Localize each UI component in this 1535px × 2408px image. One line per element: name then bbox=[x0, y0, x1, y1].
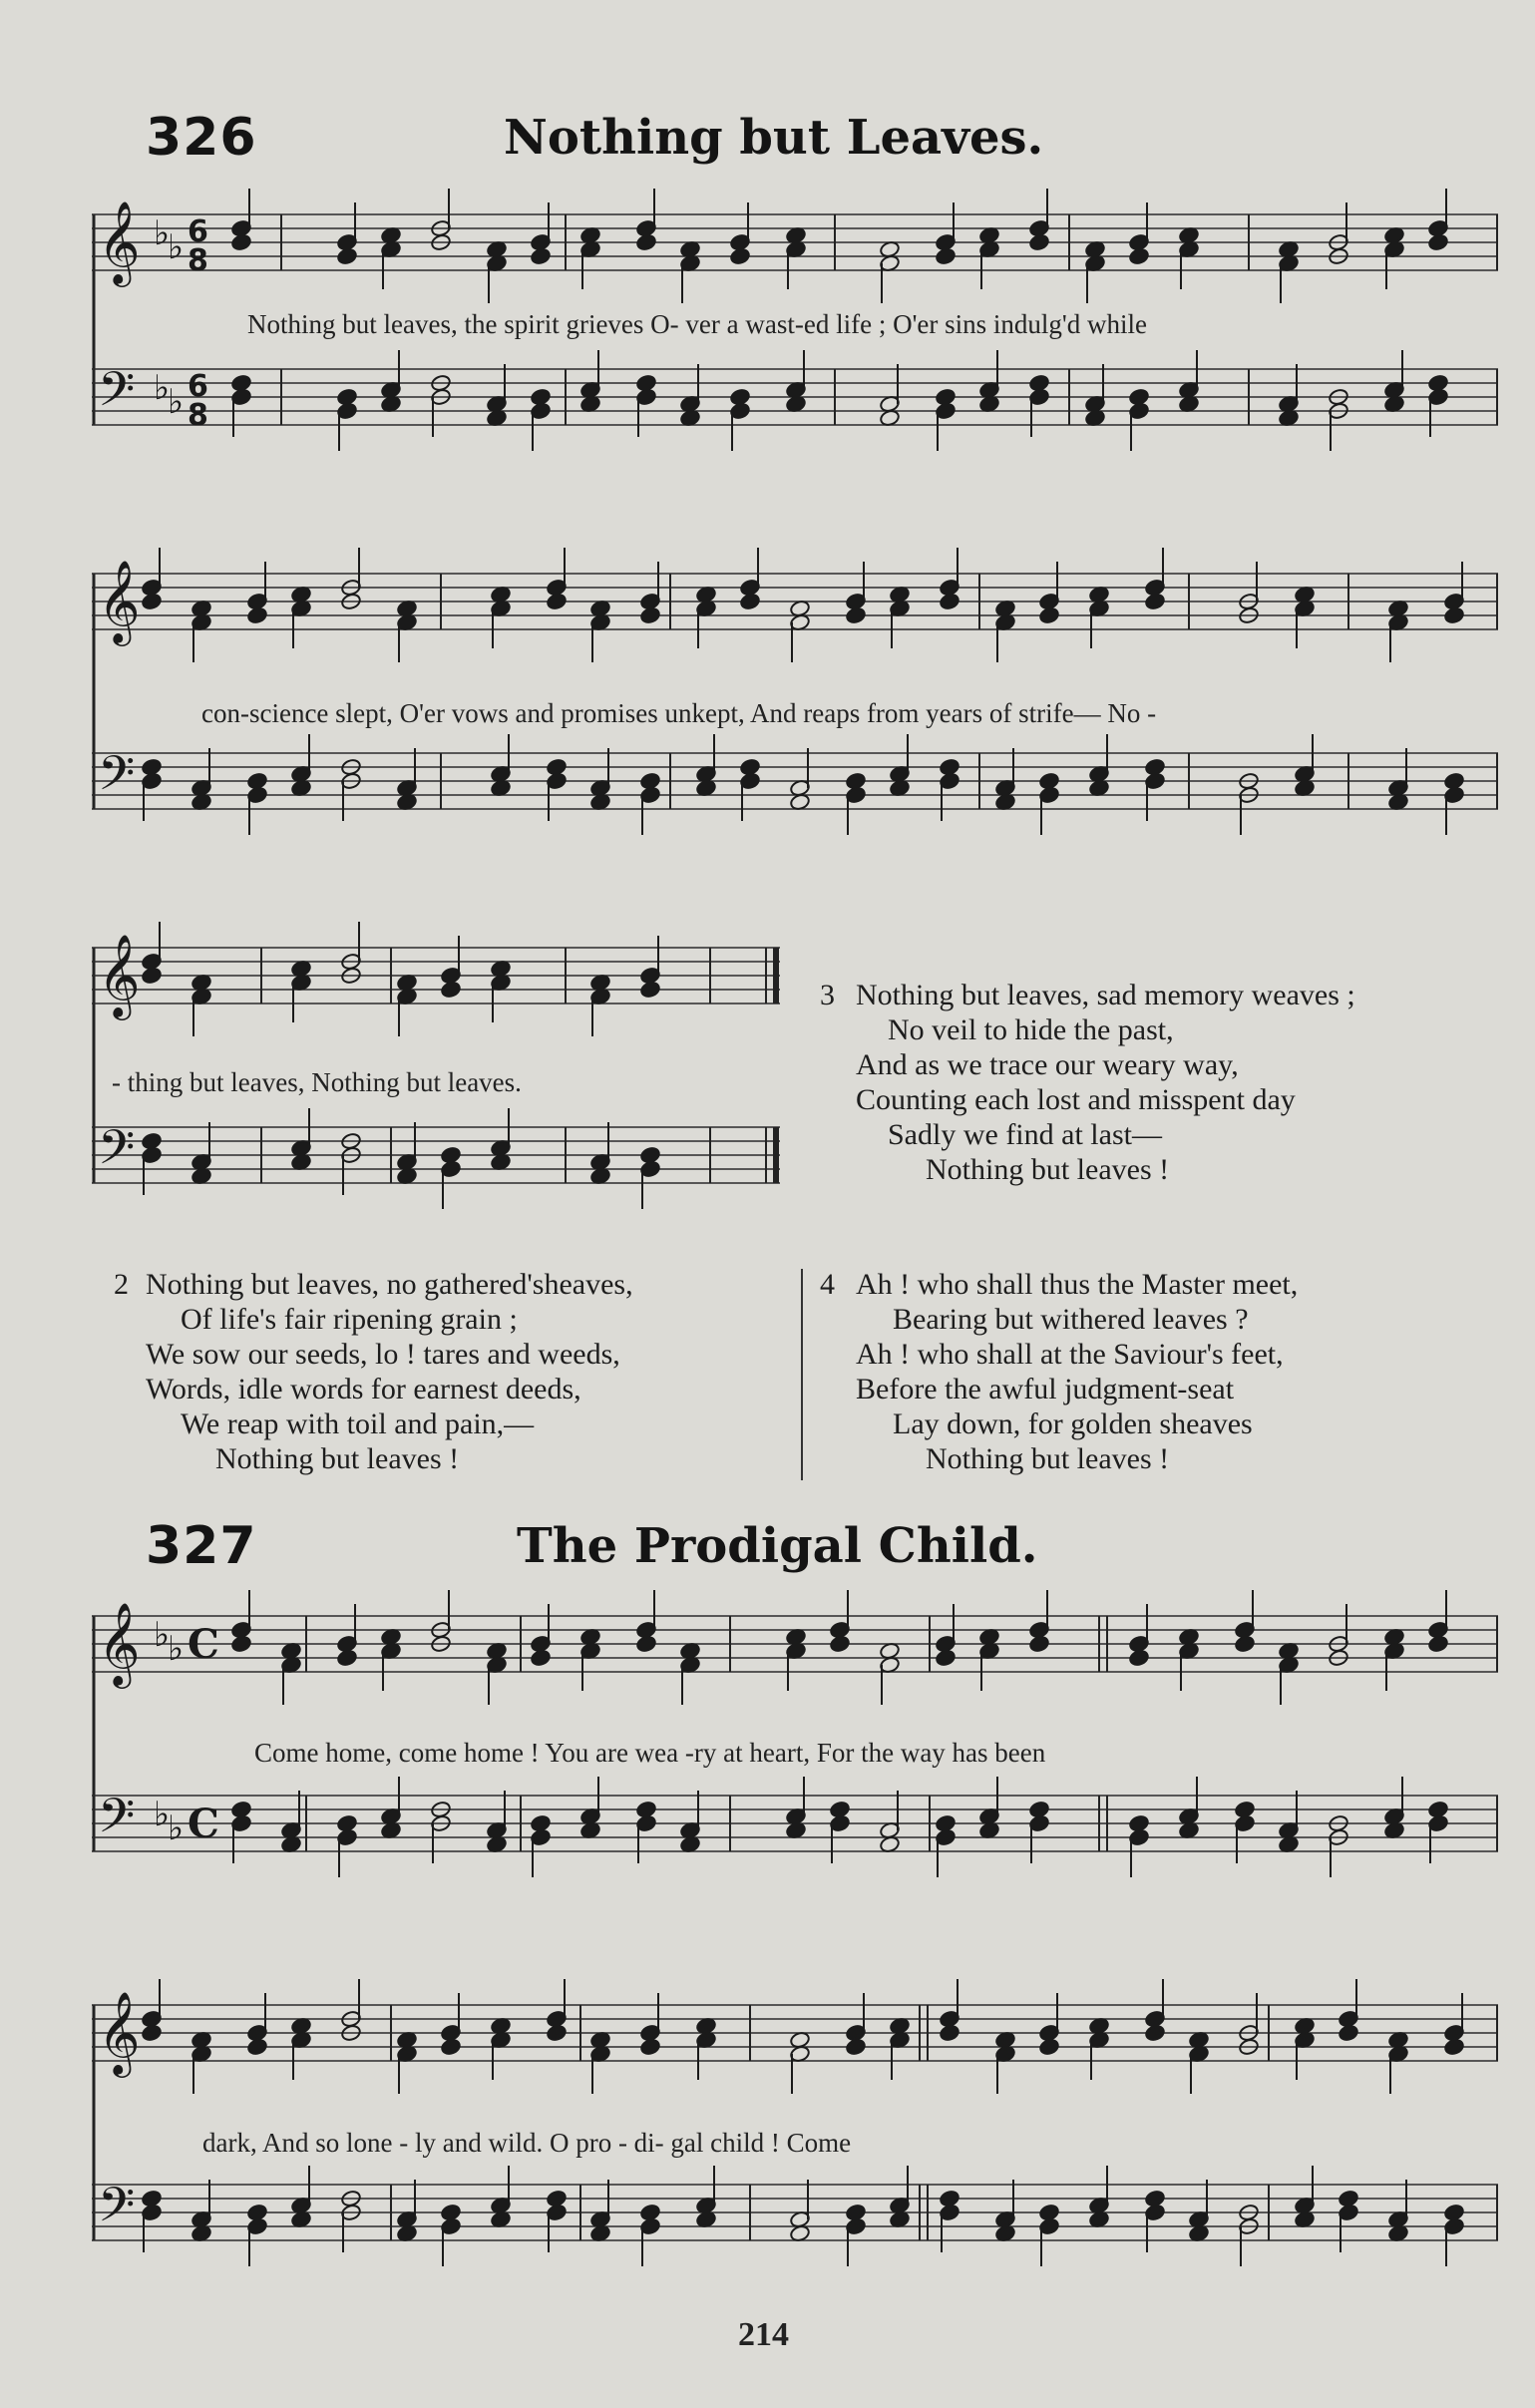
bass-clef-icon: 𝄢 bbox=[98, 745, 136, 813]
notehead bbox=[1234, 1635, 1255, 1653]
hymn-326-system-1 bbox=[92, 195, 1508, 499]
verse-3-line-5: Sadly we find at last— bbox=[888, 1118, 1162, 1151]
common-time-icon: C bbox=[188, 1621, 219, 1668]
notehead bbox=[639, 2038, 660, 2056]
time-signature-numerator: 6 bbox=[188, 214, 208, 249]
hymn-327-number: 327 bbox=[146, 1516, 257, 1576]
notehead bbox=[230, 233, 251, 251]
verse-3-line-2: No veil to hide the past, bbox=[888, 1013, 1174, 1046]
notehead bbox=[1338, 2024, 1358, 2042]
notehead bbox=[939, 2024, 959, 2042]
bass-clef-icon: 𝄢 bbox=[98, 361, 136, 429]
notehead bbox=[1427, 233, 1448, 251]
hymn-327-title: The Prodigal Child. bbox=[517, 1518, 1038, 1574]
verse-2 bbox=[114, 1267, 633, 1476]
flat-sign-icon: ♭ bbox=[154, 1615, 171, 1655]
common-time-icon: C bbox=[188, 1801, 219, 1847]
notehead bbox=[336, 1649, 357, 1667]
notehead bbox=[1038, 606, 1059, 624]
notehead bbox=[845, 2038, 866, 2056]
notehead bbox=[141, 2024, 162, 2042]
verse-4 bbox=[820, 1267, 1299, 1476]
verse-column-divider bbox=[801, 1269, 803, 1480]
hymn-327-lyric-line-1: Come home, come home ! You are wea -ry at heart, For the way has been bbox=[254, 1738, 1046, 1768]
notehead bbox=[1028, 1635, 1049, 1653]
notehead bbox=[1427, 1635, 1448, 1653]
notehead bbox=[1443, 606, 1464, 624]
notehead bbox=[546, 593, 567, 610]
notehead bbox=[530, 1649, 551, 1667]
treble-clef-icon: 𝄞 bbox=[98, 1601, 141, 1685]
notehead bbox=[939, 593, 959, 610]
verse-2-line-1: Nothing but leaves, no gathered'sheaves, bbox=[146, 1268, 633, 1301]
verse-3-number: 3 bbox=[820, 979, 835, 1011]
verse-4-line-4: Before the awful judgment-seat bbox=[856, 1373, 1235, 1405]
notehead bbox=[440, 2038, 461, 2056]
notehead bbox=[1128, 247, 1149, 265]
notehead bbox=[530, 247, 551, 265]
notehead bbox=[1128, 1649, 1149, 1667]
flat-sign-icon: ♭ bbox=[168, 382, 185, 422]
notehead bbox=[729, 247, 750, 265]
verse-4-line-1: Ah ! who shall thus the Master meet, bbox=[856, 1268, 1299, 1301]
flat-sign-icon: ♭ bbox=[168, 1808, 185, 1848]
notehead bbox=[141, 967, 162, 985]
verse-4-line-5: Lay down, for golden sheaves bbox=[893, 1407, 1253, 1440]
notehead bbox=[635, 233, 656, 251]
notehead bbox=[440, 981, 461, 999]
time-signature-numerator: 6 bbox=[188, 369, 208, 404]
time-signature-denominator: 8 bbox=[188, 243, 208, 278]
notehead bbox=[1144, 2024, 1165, 2042]
notehead bbox=[639, 606, 660, 624]
verse-2-line-2: Of life's fair ripening grain ; bbox=[181, 1303, 518, 1336]
notehead bbox=[739, 593, 760, 610]
verse-4-number: 4 bbox=[820, 1268, 835, 1301]
notehead bbox=[246, 2038, 267, 2056]
bass-clef-icon: 𝄢 bbox=[98, 1119, 136, 1187]
notehead bbox=[935, 247, 956, 265]
page-number: 214 bbox=[738, 2316, 789, 2353]
verse-3-line-3: And as we trace our weary way, bbox=[856, 1048, 1239, 1081]
notehead bbox=[845, 606, 866, 624]
hymn-327-lyric-line-2: dark, And so lone - ly and wild. O pro - di- gal child ! Come bbox=[202, 2128, 852, 2158]
notehead bbox=[639, 981, 660, 999]
verse-2-line-6: Nothing but leaves ! bbox=[215, 1442, 460, 1475]
hymn-326-title: Nothing but Leaves. bbox=[504, 110, 1044, 166]
notehead bbox=[1028, 233, 1049, 251]
verse-4-line-3: Ah ! who shall at the Saviour's feet, bbox=[856, 1338, 1284, 1371]
hymn-326-number: 326 bbox=[146, 108, 257, 168]
flat-sign-icon: ♭ bbox=[168, 227, 185, 267]
notehead bbox=[246, 606, 267, 624]
treble-clef-icon: 𝄞 bbox=[98, 200, 141, 283]
flat-sign-icon: ♭ bbox=[154, 368, 171, 408]
treble-clef-icon: 𝄞 bbox=[98, 933, 141, 1016]
verse-2-line-3: We sow our seeds, lo ! tares and weeds, bbox=[146, 1338, 620, 1371]
verse-4-line-6: Nothing but leaves ! bbox=[926, 1442, 1170, 1475]
notehead bbox=[1144, 593, 1165, 610]
notehead bbox=[336, 247, 357, 265]
notehead bbox=[230, 1635, 251, 1653]
notehead bbox=[829, 1635, 850, 1653]
verse-3 bbox=[820, 978, 1355, 1187]
hymn-326-lyric-line-1: Nothing but leaves, the spirit grieves O- ver a wast-ed life ; O'er sins indulg'd while bbox=[247, 309, 1148, 339]
time-signature-denominator: 8 bbox=[188, 398, 208, 433]
verse-2-line-4: Words, idle words for earnest deeds, bbox=[146, 1373, 581, 1405]
flat-sign-icon: ♭ bbox=[168, 1629, 185, 1669]
verse-3-line-1: Nothing but leaves, sad memory weaves ; bbox=[856, 979, 1355, 1011]
verse-2-line-5: We reap with toil and pain,— bbox=[181, 1407, 535, 1440]
verse-4-line-2: Bearing but withered leaves ? bbox=[893, 1303, 1249, 1336]
treble-clef-icon: 𝄞 bbox=[98, 1990, 141, 2074]
notehead bbox=[1038, 2038, 1059, 2056]
notehead bbox=[635, 1635, 656, 1653]
bass-clef-icon: 𝄢 bbox=[98, 1788, 136, 1855]
notehead bbox=[935, 1649, 956, 1667]
flat-sign-icon: ♭ bbox=[154, 1795, 171, 1834]
notehead bbox=[1443, 2038, 1464, 2056]
bass-clef-icon: 𝄢 bbox=[98, 2177, 136, 2244]
hymn-326-lyric-line-2: con-science slept, O'er vows and promises unkept, And reaps from years of strife— No - bbox=[201, 698, 1157, 728]
verse-2-number: 2 bbox=[114, 1268, 129, 1301]
verse-3-line-4: Counting each lost and misspent day bbox=[856, 1083, 1296, 1116]
hymn-326-lyric-line-3: - thing but leaves, Nothing but leaves. bbox=[112, 1067, 522, 1097]
notehead bbox=[546, 2024, 567, 2042]
verse-3-line-6: Nothing but leaves ! bbox=[926, 1153, 1170, 1186]
notehead bbox=[141, 593, 162, 610]
flat-sign-icon: ♭ bbox=[154, 213, 171, 253]
treble-clef-icon: 𝄞 bbox=[98, 559, 141, 642]
